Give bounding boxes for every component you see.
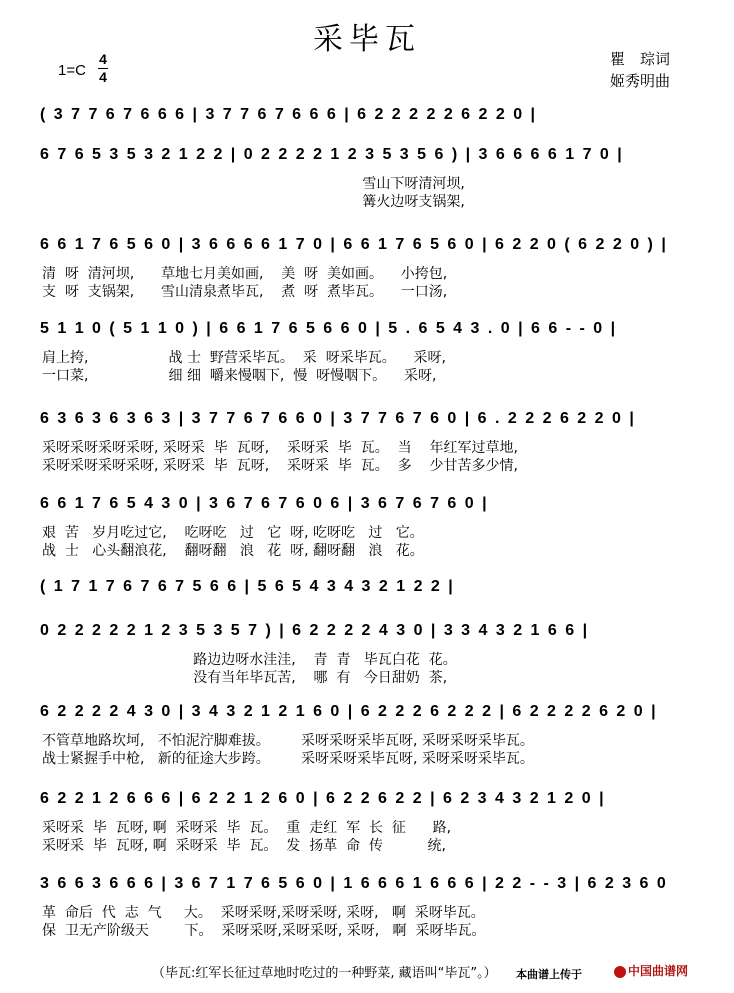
notation-line: 6 2 2 1 2 6 6 6 | 6 2 2 1 2 6 0 | 6 2 2 6 2 2 | 6 2 3 4 3 2 1 2 0 |	[40, 790, 606, 807]
score-row	[40, 578, 690, 604]
meter-bottom: 4	[99, 69, 107, 85]
score-row	[40, 790, 690, 816]
notation-line: 6 6 1 7 6 5 4 3 0 | 3 6 7 6 7 6 0 6 | 3 6 7 6 7 6 0 |	[40, 495, 489, 512]
score-row	[40, 495, 690, 521]
lyric-line: 不管草地路坎坷, 不怕泥泞脚难拔。 采呀采呀采毕瓦呀, 采呀采呀采毕瓦。	[42, 733, 534, 749]
lyric-line: 路边边呀水洼洼, 青 青 毕瓦白花 花。	[42, 652, 457, 668]
score-row	[40, 320, 690, 346]
lyric-line: 采呀采呀采呀采呀, 采呀采 毕 瓦呀, 采呀采 毕 瓦。 多 少甘苦多少情,	[42, 458, 518, 474]
lyric-line: 革 命后 代 志 气 大。 采呀采呀,采呀采呀, 采呀, 啊 采呀毕瓦。	[42, 905, 485, 921]
notation-line: 5 1 1 0 ( 5 1 1 0 ) | 6 6 1 7 6 5 6 6 0 | 5 . 6 5 4 3 . 0 | 6 6 - - 0 |	[40, 320, 618, 337]
lyric-line: 雪山下呀清河坝,	[42, 176, 465, 192]
lyricist-credit: 瞿 琮词	[610, 50, 671, 68]
notation-line: 0 2 2 2 2 2 1 2 3 5 3 5 7 ) | 6 2 2 2 2 4 3 0 | 3 3 4 3 2 1 6 6 |	[40, 622, 590, 639]
notation-line: ( 1 7 1 7 6 7 6 7 5 6 6 | 5 6 5 4 3 4 3 2 1 2 2 |	[40, 578, 455, 595]
notation-line: ( 3 7 7 6 7 6 6 6 | 3 7 7 6 7 6 6 6 | 6 2 2 2 2 2 6 2 2 0 |	[40, 106, 538, 123]
lyric-line: 支 呀 支锅架, 雪山清泉煮毕瓦, 煮 呀 煮毕瓦。 一口汤,	[42, 284, 448, 300]
lyric-line: 战 士 心头翻浪花, 翻呀翻 浪 花 呀, 翻呀翻 浪 花。	[42, 543, 424, 559]
key-signature: 1=C	[58, 62, 86, 79]
site-logo	[614, 962, 688, 979]
lyric-line: 战士紧握手中枪, 新的征途大步跨。 采呀采呀采毕瓦呀, 采呀采呀采毕瓦。	[42, 751, 534, 767]
time-signature	[96, 52, 110, 85]
score-row	[40, 875, 690, 901]
score-row	[40, 410, 690, 436]
lyric-line: 篝火边呀支锅架,	[42, 194, 465, 210]
lyric-line: 采呀采呀采呀采呀, 采呀采 毕 瓦呀, 采呀采 毕 瓦。 当 年红军过草地,	[42, 440, 518, 456]
lyric-line: 采呀采 毕 瓦呀, 啊 采呀采 毕 瓦。 发 扬革 命 传 统,	[42, 838, 446, 854]
notation-line: 6 3 6 3 6 3 6 3 | 3 7 7 6 7 6 6 0 | 3 7 7 6 7 6 0 | 6 . 2 2 2 6 2 2 0 |	[40, 410, 636, 427]
lyric-line: 没有当年毕瓦苦, 哪 有 今日甜奶 茶,	[42, 670, 448, 686]
score-row	[40, 106, 690, 132]
score-row	[40, 703, 690, 729]
logo-icon	[614, 966, 626, 978]
lyric-line: 艰 苦 岁月吃过它, 吃呀吃 过 它 呀, 吃呀吃 过 它。	[42, 525, 424, 541]
lyric-line: 一口菜, 细 细 嚼来慢咽下, 慢 呀慢咽下。 采呀,	[42, 368, 437, 384]
notation-line: 6 7 6 5 3 5 3 2 1 2 2 | 0 2 2 2 2 1 2 3 5 3 5 6 ) | 3 6 6 6 6 1 7 0 |	[40, 146, 624, 163]
lyric-line: 采呀采 毕 瓦呀, 啊 采呀采 毕 瓦。 重 走红 军 长 征 路,	[42, 820, 452, 836]
score-row	[40, 146, 690, 172]
footnote: （毕瓦:红军长征过草地时吃过的一种野菜, 藏语叫“毕瓦”。）	[152, 966, 497, 981]
upload-note: 本曲谱上传于	[516, 968, 582, 981]
lyric-line: 肩上挎, 战 士 野营采毕瓦。 采 呀采毕瓦。 采呀,	[42, 350, 446, 366]
meter-top: 4	[99, 51, 107, 67]
song-title: 采毕瓦	[313, 22, 421, 57]
notation-line: 6 2 2 2 2 4 3 0 | 3 4 3 2 1 2 1 6 0 | 6 2 2 2 6 2 2 2 | 6 2 2 2 2 6 2 0 |	[40, 703, 658, 720]
lyric-line: 保 卫无产阶级天 下。 采呀采呀,采呀采呀, 采呀, 啊 采呀毕瓦。	[42, 923, 486, 939]
score-row	[40, 622, 690, 648]
logo-text: 中国曲谱网	[628, 964, 689, 978]
score-row	[40, 236, 690, 262]
composer-credit: 姬秀明曲	[610, 72, 671, 90]
notation-line: 6 6 1 7 6 5 6 0 | 3 6 6 6 6 1 7 0 | 6 6 1 7 6 5 6 0 | 6 2 2 0 ( 6 2 2 0 ) |	[40, 236, 668, 253]
notation-line: 3 6 6 3 6 6 6 | 3 6 7 1 7 6 5 6 0 | 1 6 6 6 1 6 6 6 | 2 2 - - 3 | 6 2 3 6 0	[40, 875, 668, 892]
lyric-line: 清 呀 清河坝, 草地七月美如画, 美 呀 美如画。 小挎包,	[42, 266, 448, 282]
